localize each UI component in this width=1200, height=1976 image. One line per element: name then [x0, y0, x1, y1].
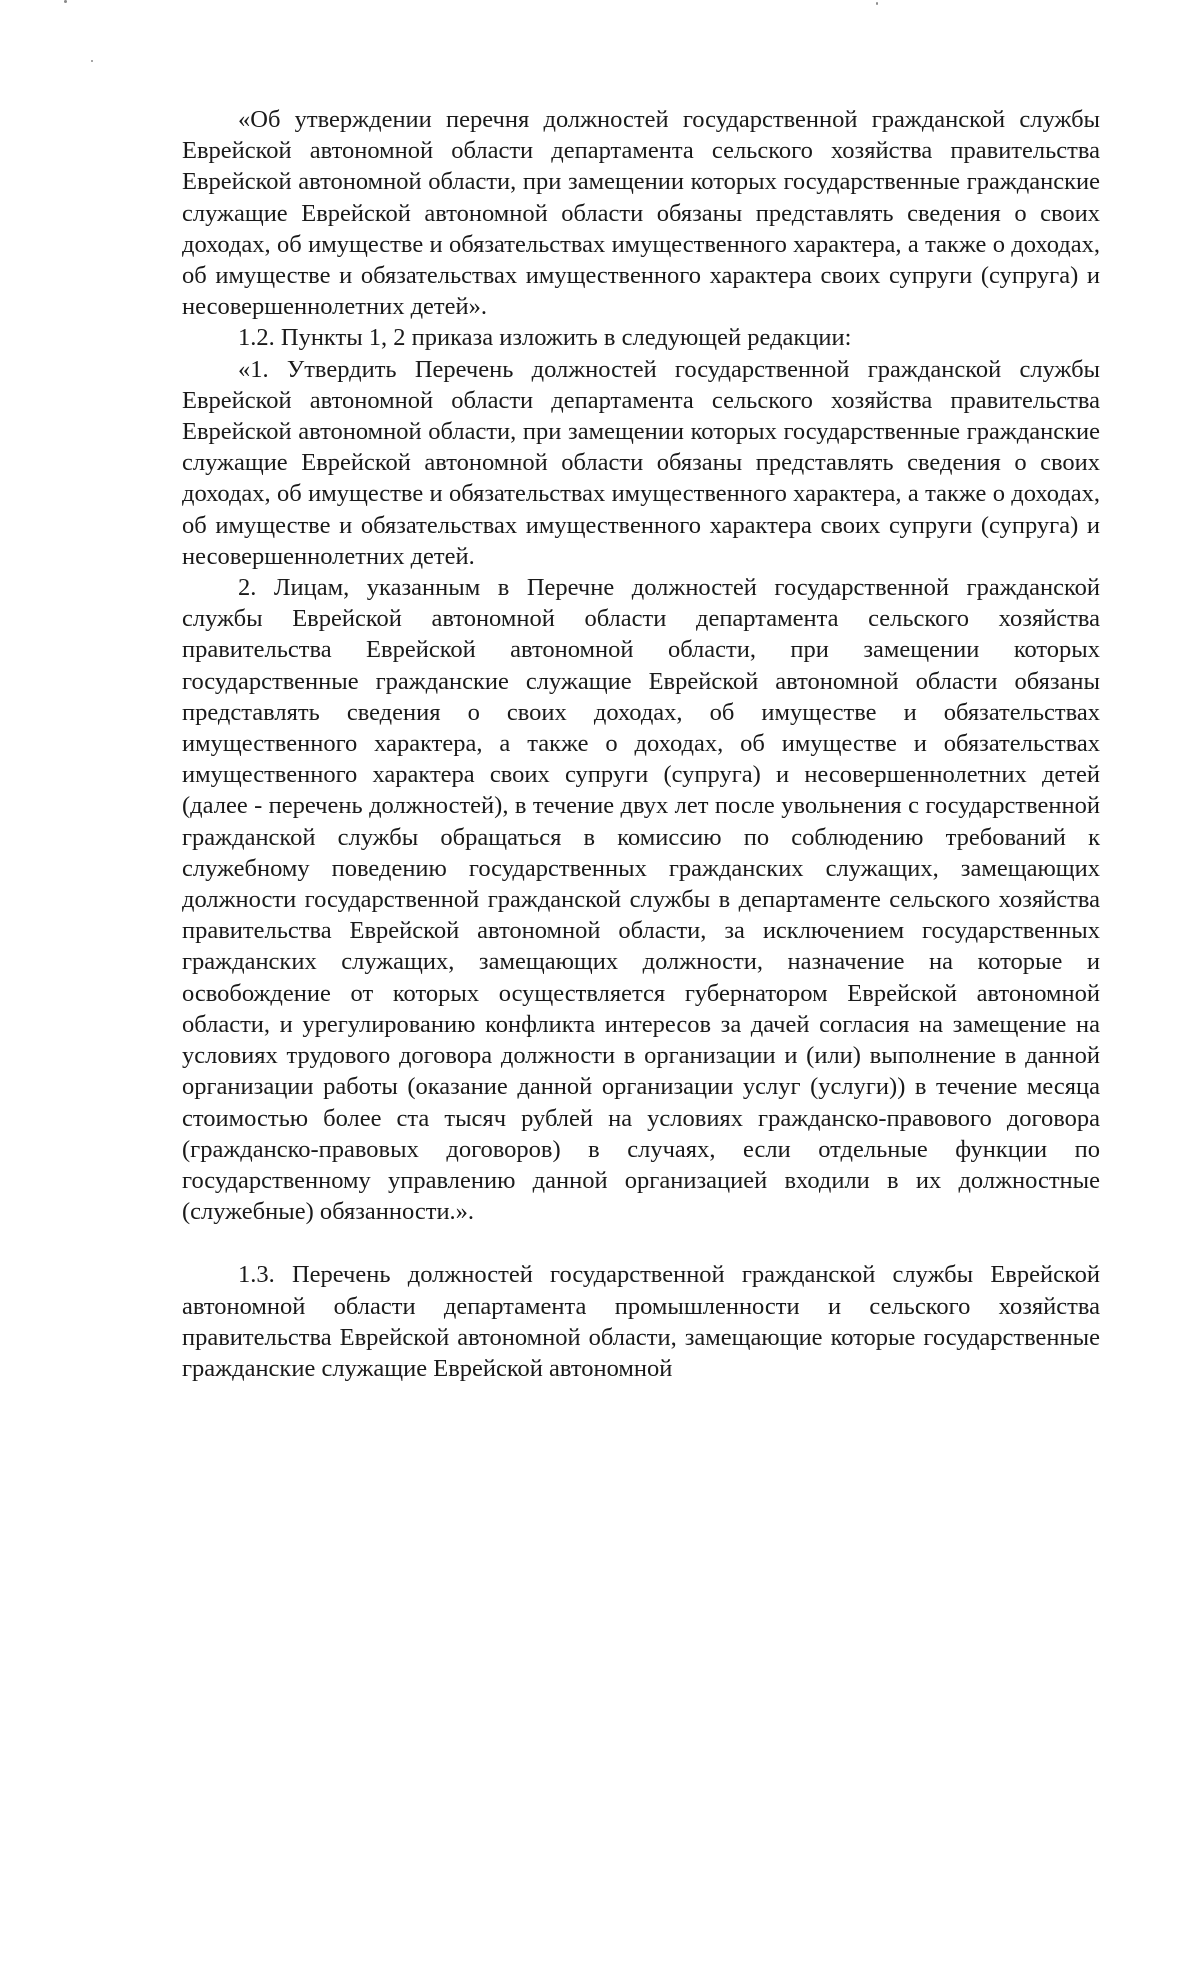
scan-speck [64, 0, 67, 3]
scan-speck [91, 60, 93, 62]
paragraph-point-1: «1. Утвердить Перечень должностей государственной гражданской службы Еврейской автономной области департамента сельского хозяйства правительства Еврейской автономной области, при замещении которых государственные гражданские служащие Еврейской автономной области обязаны представлять сведения о своих доходах, об имуществе и обязательствах имущественного характера, а также о доходах, об имуществе и обязательствах имущественного характера своих супруги (супруга) и несовершеннолетних детей. [182, 355, 1100, 570]
paragraph-1-2: 1.2. Пункты 1, 2 приказа изложить в следующей редакции: [238, 324, 852, 352]
document-body [182, 104, 1100, 1384]
paragraph-point-2: 2. Лицам, указанным в Перечне должностей государственной гражданской службы Еврейской автономной области департамента сельского хозяйства правительства Еврейской автономной области, при замещении которых государственные гражданские служащие Еврейской автономной области обязаны представлять сведения о своих доходах, об имуществе и обязательствах имущественного характера, а также о доходах, об имуществе и обязательствах имущественного характера своих супруги (супруга) и несовершеннолетних детей (далее - перечень должностей), в течение двух лет после увольнения с государственной гражданской службы обращаться в комиссию по соблюдению требований к служебному поведению государственных гражданских служащих, замещающих должности государственной гражданской службы в департаменте сельского хозяйства правительства Еврейской автономной области, за исключением государственных гражданских служащих, замещающих должности, назначение на которые и освобождение от которых осуществляется губернатором Еврейской автономной области, и урегулированию конфликта интересов за дачей согласия на замещение на условиях трудового договора должности в организации и (или) выполнение в данной организации работы (оказание данной организации услуг (услуги)) в течение месяца стоимостью более ста тысяч рублей на условиях гражданско-правового договора (гражданско-правовых договоров) в случаях, если отдельные функции по государственному управлению данной организацией входили в их должностные (служебные) обязанности.». [182, 574, 1100, 1226]
paragraph-1-3: 1.3. Перечень должностей государственной гражданской службы Еврейской автономной области департамента промышленности и сельского хозяйства правительства Еврейской автономной области, замещающие которые государственные гражданские служащие Еврейской автономной [182, 1261, 1100, 1382]
paragraph-title-quote: «Об утверждении перечня должностей государственной гражданской службы Еврейской автономной области департамента сельского хозяйства правительства Еврейской автономной области, при замещении которых государственные гражданские служащие Еврейской автономной области обязаны представлять сведения о своих доходах, об имуществе и обязательствах имущественного характера, а также о доходах, об имуществе и обязательствах имущественного характера своих супруги (супруга) и несовершеннолетних детей». [182, 106, 1100, 321]
scan-speck [876, 2, 878, 5]
